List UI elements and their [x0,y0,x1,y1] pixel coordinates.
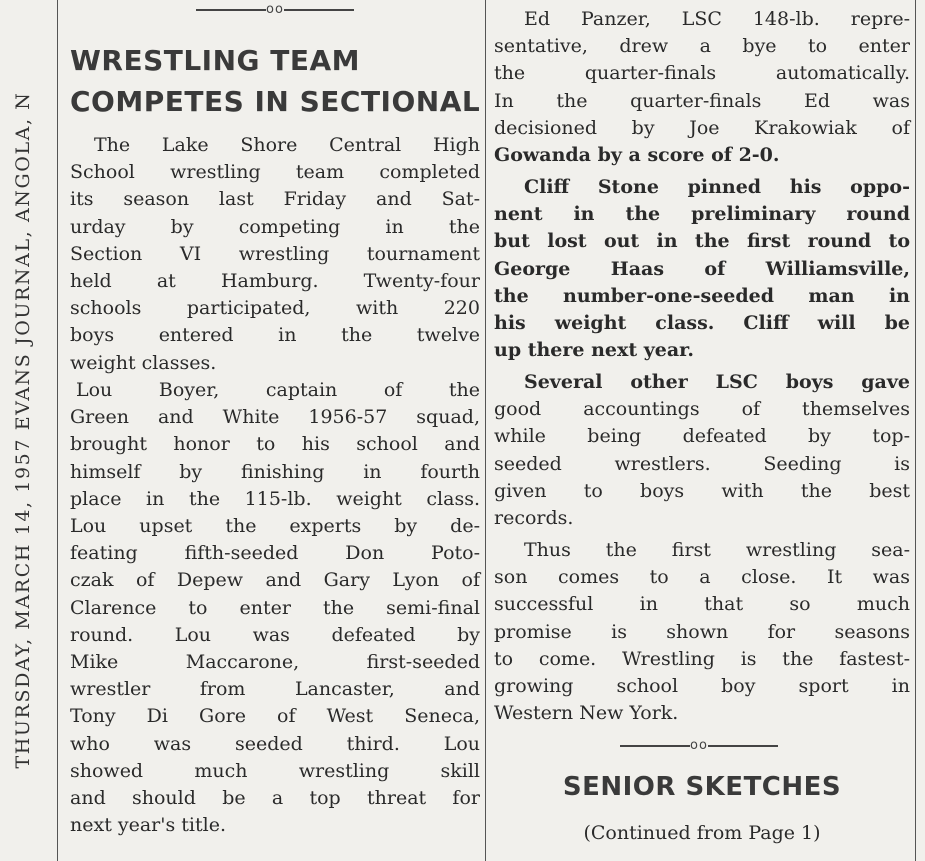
text-line: to come. Wrestling is the fastest- [494,647,910,670]
text-line: Cliff Stone pinned his oppo- [524,176,910,198]
text-line: feating fifth-seeded Don Poto- [70,542,480,565]
article-paragraph-3 [494,6,910,169]
text-line: records. [494,507,574,530]
text-line: and should be a top threat for [70,787,480,810]
text-line: successful in that so much [494,593,910,616]
text-line: School wrestling team completed [70,161,480,184]
text-line: decisioned by Joe Krakowiak of [494,116,910,139]
text-line: Several other LSC boys gave [524,371,910,393]
section-divider: oo [564,738,834,753]
continued-note: (Continued from Page 1) [583,822,821,844]
text-line: weight classes. [70,351,217,374]
text-line: his weight class. Cliff will be [494,312,910,335]
text-line: Section VI wrestling tournament [70,242,480,265]
text-line: Gowanda by a score of 2-0. [494,144,780,167]
text-line: George Haas of Williamsville, [494,257,910,280]
text-line: schools participated, with 220 [70,297,480,320]
article-paragraph-1 [70,132,480,377]
article-paragraph-2 [70,377,480,839]
text-line: Lou Boyer, captain of the [76,379,480,401]
headline-line-1: WRESTLING TEAM [70,44,361,77]
text-line: The Lake Shore Central High [94,134,480,156]
text-line: its season last Friday and Sat- [70,188,480,211]
column-rule-right [915,0,916,861]
text-line: Clarence to enter the semi-final [70,596,480,619]
text-line: promise is shown for seasons [494,620,910,643]
text-line: round. Lou was defeated by [70,623,480,646]
column-rule-left [57,0,58,861]
article-paragraph-5 [494,369,910,532]
text-line: Lou upset the experts by de- [70,515,480,538]
text-line: Tony Di Gore of West Seneca, [70,705,480,728]
text-line: wrestler from Lancaster, and [70,678,480,701]
text-line: son comes to a close. It was [494,566,910,589]
text-line: but lost out in the first round to [494,230,910,253]
article-paragraph-6 [494,537,910,727]
text-line: sentative, drew a bye to enter [494,35,910,58]
date-masthead: THURSDAY, MARCH 14, 1957 EVANS JOURNAL, ANGOLA, N [12,91,34,769]
text-line: the quarter-finals automatically. [494,62,910,85]
text-line: urday by competing in the [70,215,480,238]
text-line: In the quarter-finals Ed was [494,89,910,112]
text-line: place in the 115-lb. weight class. [70,487,480,510]
text-line: Thus the first wrestling sea- [524,539,910,561]
text-line: czak of Depew and Gary Lyon of [70,569,480,592]
column-rule-middle [485,0,486,861]
text-line: the number-one-seeded man in [494,284,910,307]
text-line: boys entered in the twelve [70,324,480,347]
text-line: given to boys with the best [494,479,910,502]
text-line: Mike Maccarone, first-seeded [70,651,480,674]
headline-line-2: COMPETES IN SECTIONAL [70,85,481,118]
text-line: showed much wrestling skill [70,759,480,782]
text-line: while being defeated by top- [494,425,910,448]
text-line: brought honor to his school and [70,433,480,456]
text-line: good accountings of themselves [494,398,910,421]
text-line: who was seeded third. Lou [70,732,480,755]
text-line: held at Hamburg. Twenty-four [70,270,480,293]
side-caption-strip [0,0,46,861]
senior-sketches-heading: SENIOR SKETCHES [562,772,842,802]
top-divider: oo [140,2,410,17]
text-line: Green and White 1956-57 squad, [70,406,480,429]
text-line: Western New York. [494,702,679,725]
text-line: growing school boy sport in [494,675,910,698]
text-line: himself by finishing in fourth [70,460,480,483]
text-line: up there next year. [494,339,695,362]
text-line: seeded wrestlers. Seeding is [494,452,910,475]
text-line: next year's title. [70,814,226,837]
text-line: Ed Panzer, LSC 148-lb. repre- [524,8,910,30]
article-paragraph-4 [494,174,910,364]
text-line: nent in the preliminary round [494,203,910,226]
